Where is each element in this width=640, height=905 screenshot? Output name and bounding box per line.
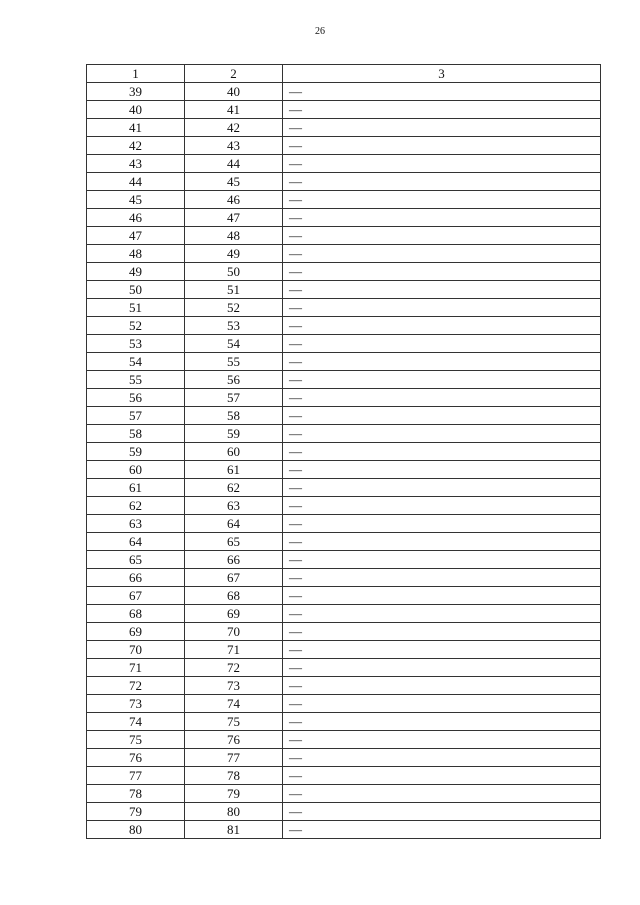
table-cell-col-1: 56	[87, 389, 185, 407]
table-cell-col-2: 46	[185, 191, 283, 209]
table-row	[87, 551, 601, 569]
table-cell-col-3: —	[283, 317, 601, 335]
table-cell-col-1: 68	[87, 605, 185, 623]
table-cell-col-2: 40	[185, 83, 283, 101]
table-row	[87, 731, 601, 749]
table-cell-col-2: 75	[185, 713, 283, 731]
table-row	[87, 749, 601, 767]
table-cell-col-1: 40	[87, 101, 185, 119]
table-cell-col-3: —	[283, 443, 601, 461]
data-table	[86, 64, 601, 839]
table-row	[87, 137, 601, 155]
table-cell-col-1: 73	[87, 695, 185, 713]
table-cell-col-1: 76	[87, 749, 185, 767]
table-cell-col-2: 78	[185, 767, 283, 785]
table-cell-col-3: —	[283, 641, 601, 659]
table-cell-col-3: —	[283, 713, 601, 731]
table-row	[87, 389, 601, 407]
table-row	[87, 353, 601, 371]
table-cell-col-2: 55	[185, 353, 283, 371]
table-cell-col-1: 71	[87, 659, 185, 677]
table-row	[87, 479, 601, 497]
table-cell-col-3: —	[283, 623, 601, 641]
table-cell-col-2: 66	[185, 551, 283, 569]
table-row	[87, 371, 601, 389]
header-row	[87, 65, 601, 83]
table-cell-col-3: —	[283, 821, 601, 839]
table-cell-col-3: —	[283, 335, 601, 353]
table-row	[87, 191, 601, 209]
table-row	[87, 245, 601, 263]
table-cell-col-1: 48	[87, 245, 185, 263]
column-header-2: 2	[185, 65, 283, 83]
table-row	[87, 407, 601, 425]
table-row	[87, 677, 601, 695]
table-cell-col-3: —	[283, 407, 601, 425]
table-cell-col-3: —	[283, 119, 601, 137]
table-cell-col-1: 60	[87, 461, 185, 479]
table-row	[87, 443, 601, 461]
table-cell-col-1: 42	[87, 137, 185, 155]
table-cell-col-1: 61	[87, 479, 185, 497]
table-cell-col-1: 67	[87, 587, 185, 605]
table-cell-col-2: 81	[185, 821, 283, 839]
table-row	[87, 425, 601, 443]
table-cell-col-2: 44	[185, 155, 283, 173]
table-cell-col-3: —	[283, 731, 601, 749]
table-cell-col-1: 53	[87, 335, 185, 353]
table-cell-col-3: —	[283, 605, 601, 623]
table-cell-col-3: —	[283, 551, 601, 569]
table-cell-col-1: 50	[87, 281, 185, 299]
table-cell-col-1: 55	[87, 371, 185, 389]
table-row	[87, 209, 601, 227]
table-cell-col-2: 64	[185, 515, 283, 533]
column-header-3: 3	[283, 65, 601, 83]
table-cell-col-3: —	[283, 155, 601, 173]
table-cell-col-3: —	[283, 533, 601, 551]
table-row	[87, 101, 601, 119]
table-row	[87, 83, 601, 101]
table-cell-col-3: —	[283, 191, 601, 209]
table-cell-col-1: 47	[87, 227, 185, 245]
table-row	[87, 497, 601, 515]
table-cell-col-3: —	[283, 389, 601, 407]
table-row	[87, 533, 601, 551]
table-row	[87, 803, 601, 821]
table-cell-col-1: 77	[87, 767, 185, 785]
table-cell-col-1: 39	[87, 83, 185, 101]
table-cell-col-2: 49	[185, 245, 283, 263]
table-row	[87, 299, 601, 317]
table-cell-col-3: —	[283, 785, 601, 803]
table-cell-col-1: 41	[87, 119, 185, 137]
table-row	[87, 317, 601, 335]
table-cell-col-3: —	[283, 83, 601, 101]
table-cell-col-1: 59	[87, 443, 185, 461]
table-cell-col-2: 69	[185, 605, 283, 623]
table-cell-col-1: 52	[87, 317, 185, 335]
table-cell-col-2: 42	[185, 119, 283, 137]
table-cell-col-1: 44	[87, 173, 185, 191]
table-cell-col-2: 77	[185, 749, 283, 767]
table-header	[87, 65, 601, 83]
table-cell-col-3: —	[283, 227, 601, 245]
table-cell-col-2: 61	[185, 461, 283, 479]
table-cell-col-3: —	[283, 173, 601, 191]
table-cell-col-2: 52	[185, 299, 283, 317]
table-cell-col-1: 80	[87, 821, 185, 839]
table-cell-col-2: 47	[185, 209, 283, 227]
table-row	[87, 623, 601, 641]
table-cell-col-1: 75	[87, 731, 185, 749]
table-cell-col-1: 70	[87, 641, 185, 659]
table-cell-col-2: 68	[185, 587, 283, 605]
table-cell-col-1: 78	[87, 785, 185, 803]
table-cell-col-3: —	[283, 101, 601, 119]
table-cell-col-3: —	[283, 659, 601, 677]
table-cell-col-1: 62	[87, 497, 185, 515]
table-cell-col-3: —	[283, 263, 601, 281]
table-cell-col-2: 56	[185, 371, 283, 389]
table-row	[87, 515, 601, 533]
column-header-1: 1	[87, 65, 185, 83]
table-cell-col-3: —	[283, 371, 601, 389]
table-cell-col-2: 63	[185, 497, 283, 515]
table-row	[87, 263, 601, 281]
table-cell-col-2: 50	[185, 263, 283, 281]
table-cell-col-1: 54	[87, 353, 185, 371]
table-cell-col-1: 79	[87, 803, 185, 821]
table-cell-col-3: —	[283, 695, 601, 713]
table-cell-col-3: —	[283, 569, 601, 587]
table-cell-col-2: 58	[185, 407, 283, 425]
table-cell-col-1: 43	[87, 155, 185, 173]
table-cell-col-2: 51	[185, 281, 283, 299]
table-row	[87, 605, 601, 623]
table-cell-col-2: 45	[185, 173, 283, 191]
table-cell-col-2: 48	[185, 227, 283, 245]
table-row	[87, 641, 601, 659]
table-cell-col-3: —	[283, 353, 601, 371]
table-cell-col-1: 45	[87, 191, 185, 209]
table-cell-col-2: 43	[185, 137, 283, 155]
table-cell-col-3: —	[283, 281, 601, 299]
table-cell-col-3: —	[283, 677, 601, 695]
table-cell-col-2: 76	[185, 731, 283, 749]
table-row	[87, 785, 601, 803]
table-cell-col-2: 79	[185, 785, 283, 803]
table-row	[87, 227, 601, 245]
table-row	[87, 155, 601, 173]
table-row	[87, 119, 601, 137]
table-row	[87, 695, 601, 713]
table-row	[87, 281, 601, 299]
table-cell-col-2: 54	[185, 335, 283, 353]
table-cell-col-1: 74	[87, 713, 185, 731]
table-cell-col-1: 51	[87, 299, 185, 317]
table-body	[87, 83, 601, 839]
table-cell-col-1: 64	[87, 533, 185, 551]
table-cell-col-2: 72	[185, 659, 283, 677]
table-cell-col-3: —	[283, 425, 601, 443]
table-cell-col-2: 65	[185, 533, 283, 551]
table-row	[87, 767, 601, 785]
table-cell-col-3: —	[283, 245, 601, 263]
table-cell-col-1: 49	[87, 263, 185, 281]
table-cell-col-1: 72	[87, 677, 185, 695]
table-row	[87, 335, 601, 353]
table-cell-col-2: 67	[185, 569, 283, 587]
table-cell-col-2: 60	[185, 443, 283, 461]
table-cell-col-3: —	[283, 137, 601, 155]
table-cell-col-2: 62	[185, 479, 283, 497]
table-cell-col-2: 73	[185, 677, 283, 695]
table-row	[87, 461, 601, 479]
table-cell-col-1: 65	[87, 551, 185, 569]
table-cell-col-3: —	[283, 515, 601, 533]
table-row	[87, 587, 601, 605]
table-cell-col-1: 63	[87, 515, 185, 533]
table-cell-col-3: —	[283, 299, 601, 317]
table-cell-col-1: 46	[87, 209, 185, 227]
table-cell-col-1: 58	[87, 425, 185, 443]
table-row	[87, 659, 601, 677]
table-cell-col-3: —	[283, 479, 601, 497]
table-cell-col-2: 74	[185, 695, 283, 713]
table-cell-col-3: —	[283, 803, 601, 821]
table-cell-col-3: —	[283, 497, 601, 515]
table-cell-col-3: —	[283, 209, 601, 227]
table-cell-col-1: 69	[87, 623, 185, 641]
table-cell-col-1: 57	[87, 407, 185, 425]
table-cell-col-3: —	[283, 587, 601, 605]
table-cell-col-2: 57	[185, 389, 283, 407]
table-cell-col-2: 53	[185, 317, 283, 335]
table-cell-col-2: 70	[185, 623, 283, 641]
table-cell-col-3: —	[283, 461, 601, 479]
table-row	[87, 821, 601, 839]
table-cell-col-2: 59	[185, 425, 283, 443]
table-cell-col-1: 66	[87, 569, 185, 587]
table-row	[87, 713, 601, 731]
table-row	[87, 569, 601, 587]
page-number: 26	[315, 26, 325, 37]
table-cell-col-3: —	[283, 749, 601, 767]
table-row	[87, 173, 601, 191]
table-cell-col-2: 41	[185, 101, 283, 119]
table-cell-col-2: 80	[185, 803, 283, 821]
table-cell-col-2: 71	[185, 641, 283, 659]
table-cell-col-3: —	[283, 767, 601, 785]
